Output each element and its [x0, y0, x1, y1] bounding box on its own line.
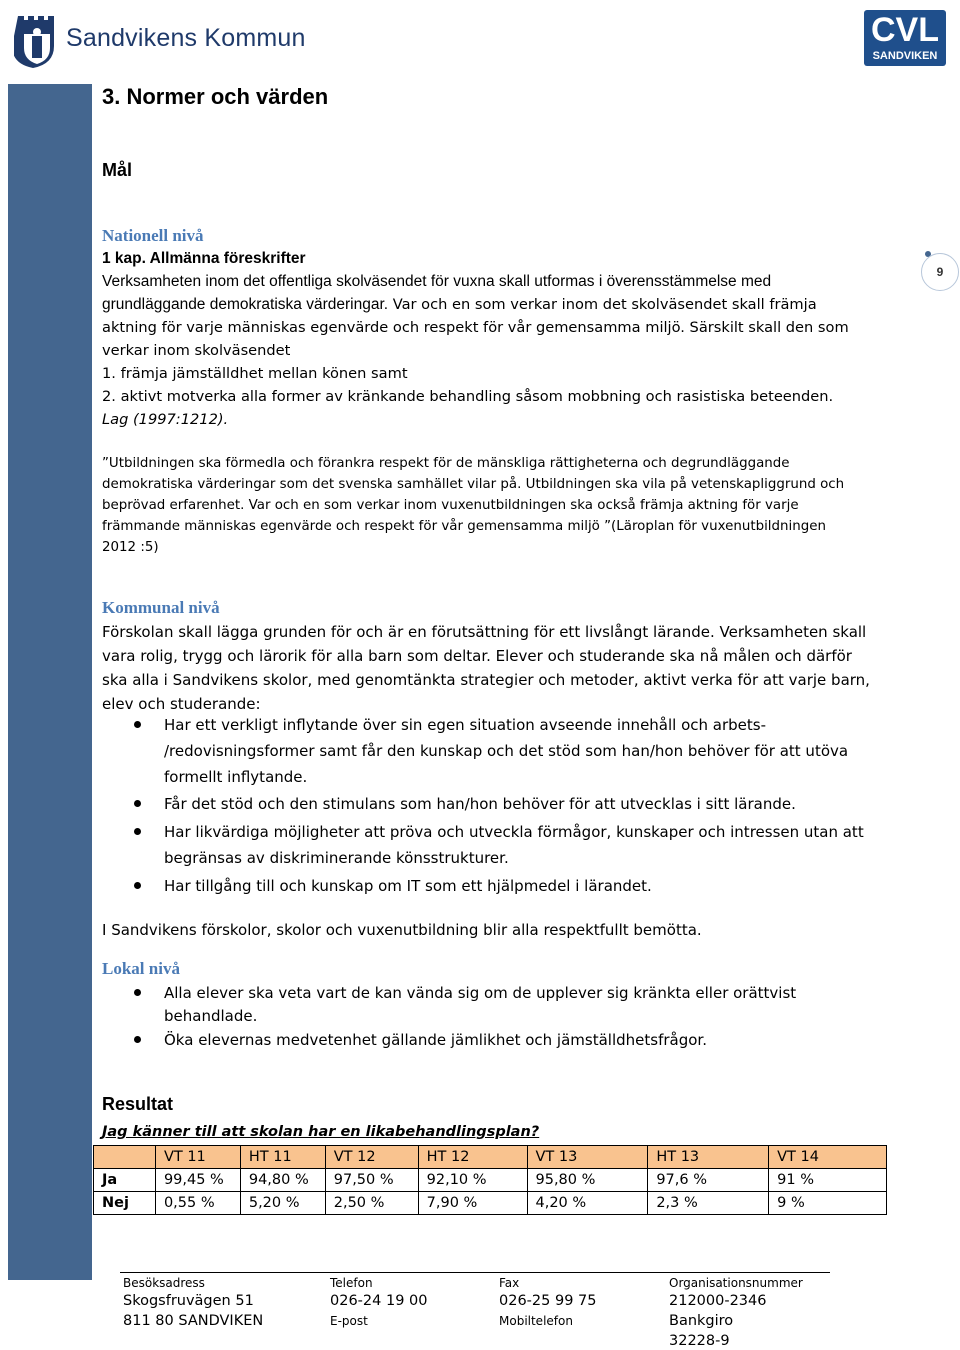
table-row [94, 1192, 887, 1215]
footer-mobile-label: Mobiltelefon [499, 1314, 573, 1328]
quote-line-3: beprövad erfarenhet. Var och en som verkar inom vuxenutbildningen ska också främja aktning för varje [102, 498, 799, 513]
table-cell: 0,55 % [155, 1192, 240, 1215]
table-cell: 2,3 % [648, 1192, 769, 1215]
communal-bullet-1-line-2: /redovisningsformer samt får den kunskap och det stöd som han/hon behöver för att utöva [164, 742, 849, 760]
column-header: VT 14 [769, 1146, 887, 1169]
communal-bullet-1-line-1: Har ett verkligt inflytande över sin egen situation avseende innehåll och arbets- [164, 716, 767, 734]
footer-divider [120, 1272, 830, 1273]
table-cell: 5,20 % [240, 1192, 325, 1215]
table-cell: 97,50 % [325, 1169, 418, 1192]
table-cell: 91 % [769, 1169, 887, 1192]
communal-line-3: ska alla i Sandvikens skolor, med genomtänkta strategier och metoder, aktivt verka för att varje barn, [102, 671, 870, 689]
table-cell: 2,50 % [325, 1192, 418, 1215]
communal-heading: Kommunal nivå [102, 598, 220, 617]
bullet-dot [134, 989, 141, 996]
results-table [93, 1145, 887, 1215]
quote-line-2: demokratiska värderingar som det svenska samhället vilar på. Utbildningen ska vila på vetenskapliggrund och [102, 477, 845, 492]
communal-bullet-3-line-2: begränsas av diskriminerande könsstrukturer. [164, 849, 509, 867]
communal-line-4: elev och studerande: [102, 695, 261, 713]
national-line-3: aktning för varje människas egenvärde och respekt för vår gemensamma miljö. Särskilt skall den som [102, 319, 849, 336]
footer-phone-label: Telefon [330, 1276, 373, 1290]
communal-bullet-4 [164, 873, 652, 899]
sidebar-band [8, 84, 92, 1280]
column-header: VT 11 [155, 1146, 240, 1169]
communal-bullet-2 [164, 791, 796, 817]
communal-line-2: vara rolig, trygg och lärorik för alla barn som deltar. Elever och studerande ska nå målen och därför [102, 647, 852, 665]
bullet-dot [134, 800, 141, 807]
national-line-2 [102, 293, 817, 316]
results-heading: Resultat [102, 1094, 174, 1114]
local-bullet-2 [164, 1027, 707, 1053]
table-cell: 7,90 % [418, 1192, 527, 1215]
footer-org-number: 212000-2346 [669, 1293, 767, 1309]
law-reference: Lag (1997:1212). [102, 411, 229, 428]
row-label: Nej [94, 1192, 156, 1215]
column-header: VT 13 [527, 1146, 648, 1169]
table-cell: 9 % [769, 1192, 887, 1215]
cvl-logo-subtext: SANDVIKEN [872, 50, 938, 62]
cvl-logo-text: CVL [871, 11, 939, 49]
national-line-4: verkar inom skolväsendet [102, 342, 291, 359]
column-header: VT 12 [325, 1146, 418, 1169]
communal-bullet-1-line-3: formellt inflytande. [164, 768, 308, 786]
footer-fax: 026-25 99 75 [499, 1293, 597, 1309]
column-header: HT 11 [240, 1146, 325, 1169]
footer-bankgiro-label: Bankgiro [669, 1313, 734, 1329]
table-cell: 94,80 % [240, 1169, 325, 1192]
national-line-1: Verksamheten inom det offentliga skolväsendet för vuxna skall utformas i överensstämmelse med [102, 273, 772, 290]
local-heading: Lokal nivå [102, 959, 180, 978]
bullet-dot [134, 721, 141, 728]
table-header-row [94, 1146, 887, 1169]
table-cell: 95,80 % [527, 1169, 648, 1192]
column-header: HT 12 [418, 1146, 527, 1169]
goal-heading: Mål [102, 160, 133, 180]
quote-line-5: 2012 :5) [102, 540, 159, 555]
quote-line-1: ”Utbildningen ska förmedla och förankra respekt för de mänskliga rättigheterna och degrundläggande [102, 456, 790, 471]
communal-bullet-2-text: Får det stöd och den stimulans som han/hon behöver för att utvecklas i sitt lärande. [164, 795, 796, 813]
communal-bullet-4-text: Har tillgång till och kunskap om IT som ett hjälpmedel i lärandet. [164, 877, 652, 895]
communal-bullet-1 [164, 712, 766, 738]
footer-phone: 026-24 19 00 [330, 1293, 428, 1309]
table-cell: 97,6 % [648, 1169, 769, 1192]
communal-bullet-3-line-1: Har likvärdiga möjligheter att pröva och utveckla förmågor, kunskaper och intressen utan att [164, 823, 864, 841]
table-cell: 99,45 % [155, 1169, 240, 1192]
page-number: 9 [921, 253, 959, 291]
communal-line-1: Förskolan skall lägga grunden för och är en förutsättning för ett livslångt lärande. Verksamheten skall [102, 623, 867, 641]
table-row [94, 1169, 887, 1192]
communal-bullet-3 [164, 819, 864, 845]
national-item-2: 2. aktivt motverka alla former av kränkande behandling såsom mobbning och rasistiska beteenden. [102, 388, 834, 405]
bullet-dot [134, 882, 141, 889]
local-bullet-1 [164, 980, 796, 1006]
national-line-2a: grundläggande demokratiska värderingar. [102, 296, 389, 313]
footer-org-label: Organisationsnummer [669, 1276, 803, 1290]
footer-visit-line-2: 811 80 SANDVIKEN [123, 1313, 264, 1329]
bullet-dot [134, 1036, 141, 1043]
footer-visit-line-1: Skogsfruvägen 51 [123, 1293, 254, 1309]
survey-question: Jag känner till att skolan har en likabehandlingsplan? [102, 1124, 540, 1140]
quote-line-4: främmande människas egenvärde och respekt för vår gemensamma miljö ”(Läroplan för vuxenutbildningen [102, 519, 826, 534]
row-label: Ja [94, 1169, 156, 1192]
local-bullet-1-line-2: behandlade. [164, 1007, 258, 1025]
column-header: HT 13 [648, 1146, 769, 1169]
table-corner-cell [94, 1146, 156, 1169]
communal-closing: I Sandvikens förskolor, skolor och vuxenutbildning blir alla respektfullt bemötta. [102, 921, 702, 939]
bullet-dot [134, 828, 141, 835]
national-line-2b: Var och en som verkar inom det skolväsendet skall främja [388, 296, 817, 313]
municipality-name: Sandvikens Kommun [66, 24, 306, 52]
table-cell: 4,20 % [527, 1192, 648, 1215]
footer-email-label: E-post [330, 1314, 368, 1328]
footer-visit-label: Besöksadress [123, 1276, 205, 1290]
national-item-1: 1. främja jämställdhet mellan könen samt [102, 365, 408, 382]
table-cell: 92,10 % [418, 1169, 527, 1192]
local-bullet-1-line-1: Alla elever ska veta vart de kan vända sig om de upplever sig kränkta eller orättvist [164, 984, 797, 1002]
national-heading: Nationell nivå [102, 226, 204, 245]
law-title: 1 kap. Allmänna föreskrifter [102, 250, 306, 267]
footer-bankgiro: 32228-9 [669, 1333, 730, 1349]
page-title: 3. Normer och värden [102, 84, 329, 109]
footer-fax-label: Fax [499, 1276, 520, 1290]
local-bullet-2-text: Öka elevernas medvetenhet gällande jämlikhet och jämställdhetsfrågor. [164, 1031, 707, 1049]
